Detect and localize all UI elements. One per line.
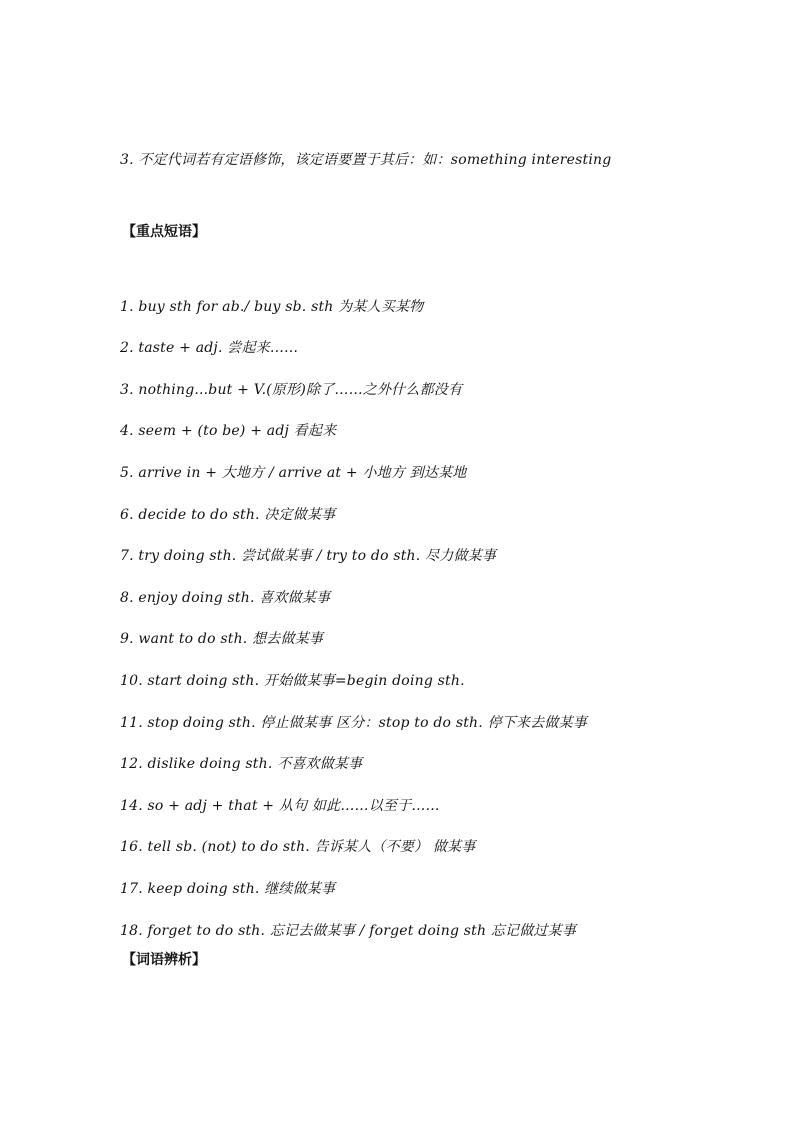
phrase-item: 14. so + adj + that + 从句 如此……以至于……	[120, 798, 440, 814]
phrase-item: 17. keep doing sth. 继续做某事	[120, 881, 336, 897]
phrase-item: 5. arrive in + 大地方 / arrive at + 小地方 到达某地	[120, 465, 467, 481]
phrase-item: 18. forget to do sth. 忘记去做某事 / forget doing sth 忘记做过某事	[120, 923, 577, 939]
phrase-item: 3. nothing...but + V.(原形)除了……之外什么都没有	[120, 382, 463, 398]
phrase-item: 4. seem + (to be) + adj 看起来	[120, 423, 337, 439]
phrase-item: 9. want to do sth. 想去做某事	[120, 631, 324, 647]
phrase-item: 12. dislike doing sth. 不喜欢做某事	[120, 756, 363, 772]
phrase-item: 16. tell sb. (not) to do sth. 告诉某人（不要） 做某事	[120, 839, 476, 855]
phrase-item: 8. enjoy doing sth. 喜欢做某事	[120, 590, 331, 606]
phrase-item: 1. buy sth for ab./ buy sb. sth 为某人买某物	[120, 299, 424, 315]
note-line-3: 3. 不定代词若有定语修饰，该定语要置于其后：如：something interesting	[120, 152, 612, 168]
phrase-item: 11. stop doing sth. 停止做某事 区分：stop to do sth. 停下来去做某事	[120, 715, 587, 731]
phrase-item: 6. decide to do sth. 决定做某事	[120, 507, 336, 523]
phrase-item: 10. start doing sth. 开始做某事=begin doing sth.	[120, 673, 465, 689]
phrase-item: 7. try doing sth. 尝试做某事 / try to do sth. 尽力做某事	[120, 548, 497, 564]
phrase-item: 2. taste + adj. 尝起来……	[120, 340, 299, 356]
heading-word-analysis: 【词语辨析】	[122, 952, 206, 968]
heading-key-phrases: 【重点短语】	[122, 224, 206, 240]
